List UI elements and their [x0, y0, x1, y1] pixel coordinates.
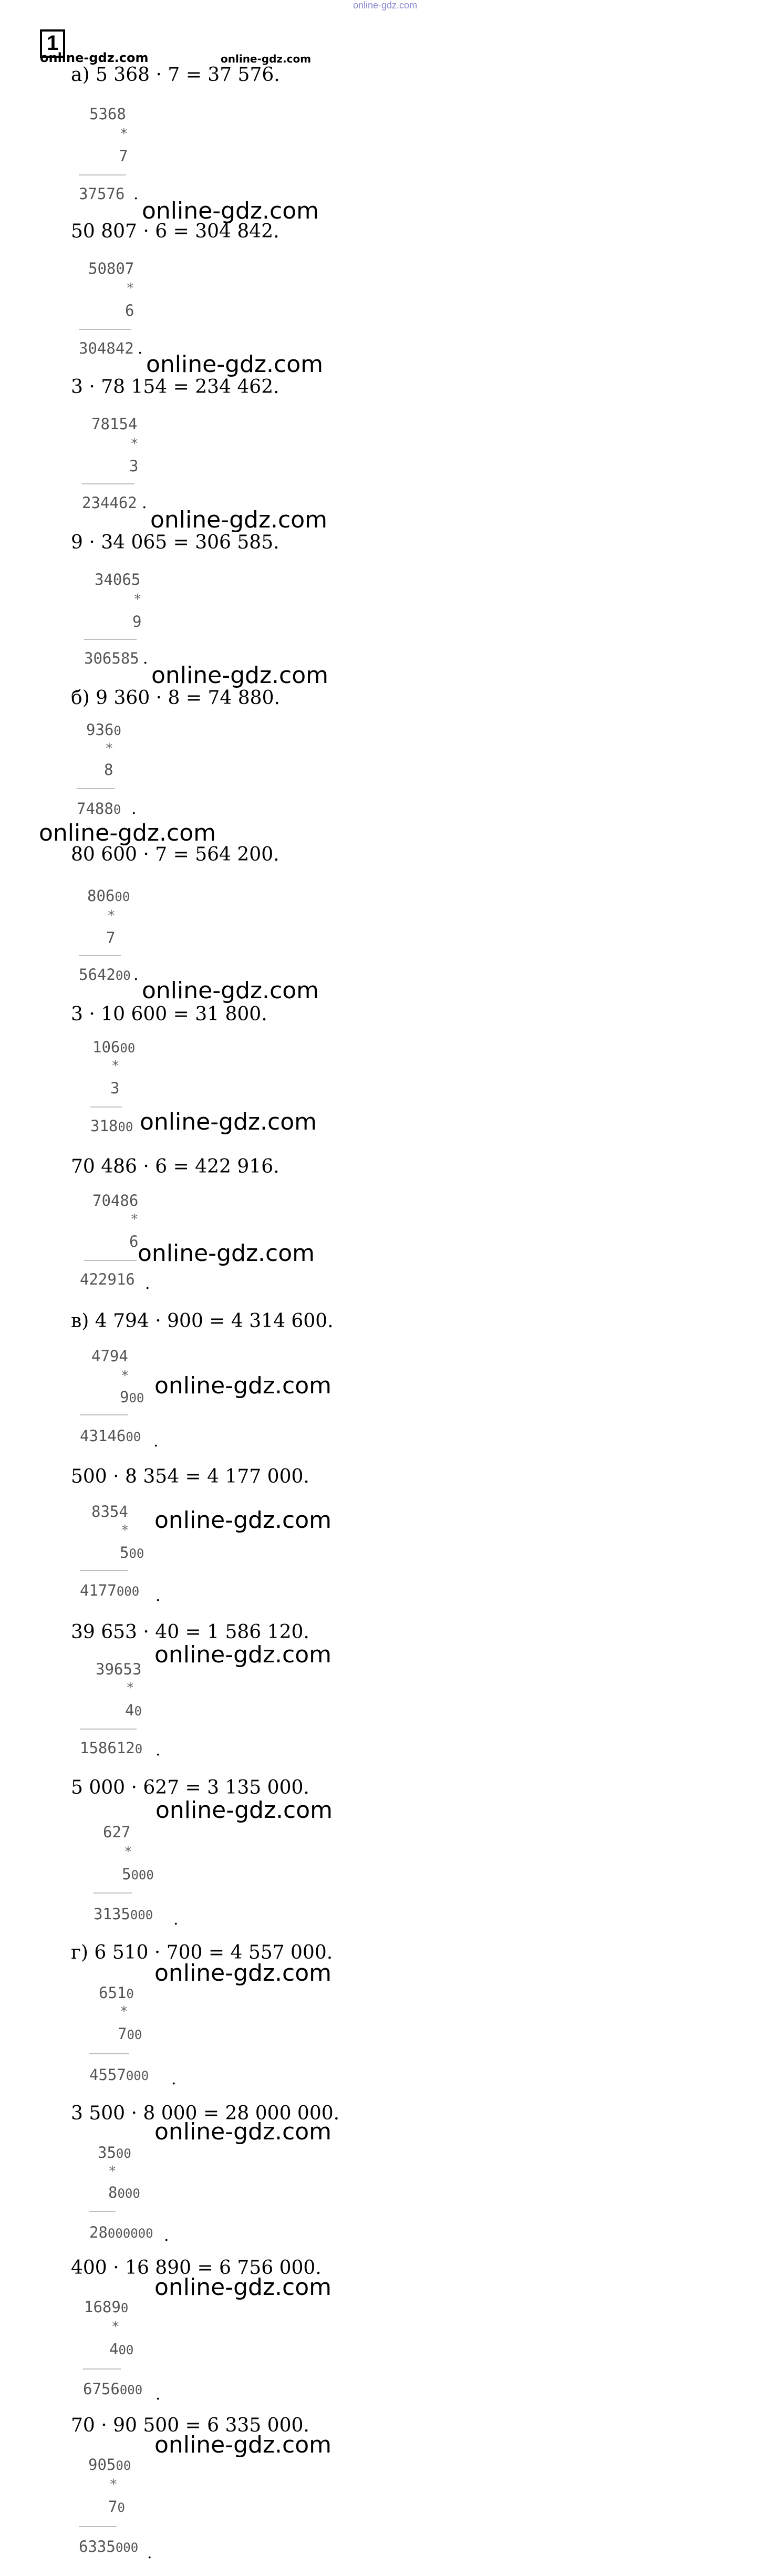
- watermark: online-gdz.com: [39, 820, 216, 846]
- watermark: online-gdz.com: [154, 1507, 332, 1534]
- column-multiplier: 700: [118, 2025, 142, 2043]
- equation: 80 600 · 7 = 564 200.: [71, 844, 279, 865]
- column-result: 6335000: [79, 2538, 139, 2556]
- multiply-sign: *: [126, 1680, 134, 1696]
- task-number-box: 1: [40, 29, 65, 58]
- column-line: [80, 1729, 137, 1730]
- period: .: [147, 2544, 152, 2562]
- column-line: [89, 2211, 116, 2212]
- column-line: [84, 1260, 137, 1261]
- column-result: 1586120: [80, 1739, 143, 1757]
- column-multiplier: 6: [129, 1233, 139, 1250]
- column-result: 306585: [84, 649, 139, 667]
- watermark: online-gdz.com: [140, 1109, 317, 1135]
- watermark: online-gdz.com: [154, 1372, 332, 1399]
- equation: 3 · 78 154 = 234 462.: [71, 376, 279, 398]
- column-multiplier: 9: [132, 613, 142, 630]
- column-multiplicand: 5368: [89, 105, 126, 123]
- column-line: [79, 329, 131, 330]
- watermark: online-gdz.com: [154, 1641, 332, 1668]
- column-line: [90, 1106, 122, 1108]
- column-line: [89, 2053, 129, 2054]
- column-multiplier: 7: [119, 147, 128, 165]
- column-multiplier: 900: [120, 1388, 144, 1406]
- column-line: [80, 1570, 128, 1571]
- multiply-sign: *: [130, 1212, 139, 1227]
- column-multiplicand: 90500: [88, 2456, 131, 2474]
- column-result: 304842: [79, 339, 134, 357]
- column-multiplicand: 627: [103, 1823, 131, 1841]
- period: .: [156, 1587, 161, 1605]
- column-multiplier: 8000: [108, 2184, 140, 2201]
- equation: 50 807 · 6 = 304 842.: [71, 221, 279, 242]
- multiply-sign: *: [109, 2477, 118, 2492]
- column-line: [94, 1892, 132, 1894]
- column-multiplicand: 78154: [91, 415, 138, 433]
- period: .: [164, 2227, 169, 2245]
- period: .: [138, 339, 143, 358]
- column-multiplicand: 3500: [98, 2144, 131, 2161]
- period: .: [156, 1741, 161, 1760]
- equation: б) 9 360 · 8 = 74 880.: [71, 687, 280, 709]
- equation: 70 486 · 6 = 422 916.: [71, 1156, 279, 1177]
- period: .: [131, 800, 137, 818]
- multiply-sign: *: [108, 2164, 117, 2179]
- equation: 500 · 8 354 = 4 177 000.: [71, 1466, 309, 1487]
- column-line: [77, 788, 115, 789]
- top-site-link[interactable]: online-gdz.com: [353, 0, 418, 11]
- column-line: [83, 2368, 121, 2370]
- equation: в) 4 794 · 900 = 4 314 600.: [71, 1310, 334, 1332]
- column-multiplicand: 34065: [95, 571, 141, 588]
- column-multiplier: 40: [125, 1701, 142, 1719]
- period: .: [171, 2070, 177, 2088]
- column-multiplier: 7: [106, 929, 116, 947]
- column-result: 6756000: [83, 2380, 143, 2398]
- column-line: [80, 1414, 128, 1415]
- multiply-sign: *: [133, 592, 142, 607]
- column-line: [82, 483, 134, 484]
- equation: а) 5 368 · 7 = 37 576.: [71, 64, 280, 86]
- period: .: [173, 1910, 179, 1929]
- multiply-sign: *: [120, 126, 128, 142]
- multiply-sign: *: [121, 1523, 129, 1538]
- column-result: 564200: [79, 966, 131, 984]
- column-line: [79, 955, 121, 956]
- watermark: online-gdz.com: [154, 1960, 332, 1987]
- multiply-sign: *: [105, 741, 113, 757]
- column-multiplier: 5000: [122, 1865, 154, 1883]
- column-multiplicand: 8354: [91, 1503, 128, 1520]
- watermark: online-gdz.com: [142, 977, 319, 1004]
- watermark: online-gdz.com: [40, 50, 149, 65]
- watermark: online-gdz.com: [150, 506, 328, 533]
- period: .: [133, 185, 139, 203]
- column-result: 31800: [90, 1117, 133, 1135]
- multiply-sign: *: [126, 281, 134, 296]
- period: .: [142, 494, 147, 512]
- period: .: [153, 1432, 159, 1451]
- column-multiplier: 500: [120, 1544, 144, 1561]
- column-multiplier: 3: [110, 1079, 120, 1097]
- column-multiplicand: 10600: [92, 1038, 136, 1056]
- column-result: 3135000: [94, 1905, 153, 1923]
- multiply-sign: *: [130, 436, 139, 452]
- multiply-sign: *: [121, 1368, 129, 1384]
- period: .: [143, 649, 148, 668]
- column-result: 422916: [80, 1270, 135, 1288]
- period: .: [156, 2385, 161, 2404]
- column-multiplicand: 4794: [91, 1347, 128, 1365]
- equation: 5 000 · 627 = 3 135 000.: [71, 1777, 309, 1798]
- column-result: 4557000: [89, 2066, 149, 2084]
- watermark: online-gdz.com: [154, 2274, 332, 2301]
- column-multiplier: 6: [125, 302, 134, 319]
- equation: г) 6 510 · 700 = 4 557 000.: [71, 1942, 333, 1963]
- watermark: online-gdz.com: [221, 53, 312, 65]
- equation: 3 500 · 8 000 = 28 000 000.: [71, 2103, 340, 2124]
- column-line: [79, 2526, 117, 2527]
- column-result: 234462: [82, 494, 137, 512]
- column-multiplicand: 50807: [88, 260, 134, 277]
- column-result: 4177000: [80, 1581, 140, 1599]
- period: .: [133, 966, 139, 984]
- equation: 3 · 10 600 = 31 800.: [71, 1003, 267, 1025]
- equation: 9 · 34 065 = 306 585.: [71, 532, 279, 553]
- column-line: [84, 639, 137, 640]
- column-multiplicand: 70486: [92, 1192, 139, 1209]
- column-multiplier: 3: [129, 457, 139, 475]
- watermark: online-gdz.com: [146, 351, 324, 378]
- column-result: 4314600: [80, 1427, 141, 1445]
- column-line: [79, 174, 126, 175]
- multiply-sign: *: [111, 1058, 120, 1074]
- equation: 400 · 16 890 = 6 756 000.: [71, 2257, 322, 2279]
- column-multiplier: 70: [108, 2498, 125, 2516]
- watermark: online-gdz.com: [154, 2432, 332, 2458]
- multiply-sign: *: [124, 1844, 132, 1860]
- watermark: online-gdz.com: [151, 662, 329, 689]
- period: .: [145, 1275, 150, 1293]
- multiply-sign: *: [107, 908, 116, 924]
- equation: 39 653 · 40 = 1 586 120.: [71, 1621, 309, 1643]
- watermark: online-gdz.com: [138, 1240, 315, 1267]
- column-multiplicand: 80600: [87, 887, 130, 905]
- multiply-sign: *: [120, 2004, 128, 2020]
- column-multiplicand: 39653: [96, 1660, 142, 1678]
- column-multiplier: 8: [104, 761, 113, 779]
- column-multiplicand: 6510: [99, 1984, 134, 2002]
- column-result: 28000000: [89, 2223, 153, 2241]
- column-multiplicand: 9360: [86, 721, 121, 739]
- multiply-sign: *: [111, 2319, 120, 2335]
- equation: 70 · 90 500 = 6 335 000.: [71, 2415, 309, 2436]
- column-multiplicand: 16890: [84, 2298, 129, 2316]
- column-result: 74880: [77, 800, 121, 818]
- column-multiplier: 400: [109, 2340, 134, 2358]
- watermark: online-gdz.com: [154, 2118, 332, 2145]
- watermark: online-gdz.com: [156, 1797, 333, 1824]
- watermark: online-gdz.com: [142, 198, 319, 224]
- column-result: 37576: [79, 185, 125, 203]
